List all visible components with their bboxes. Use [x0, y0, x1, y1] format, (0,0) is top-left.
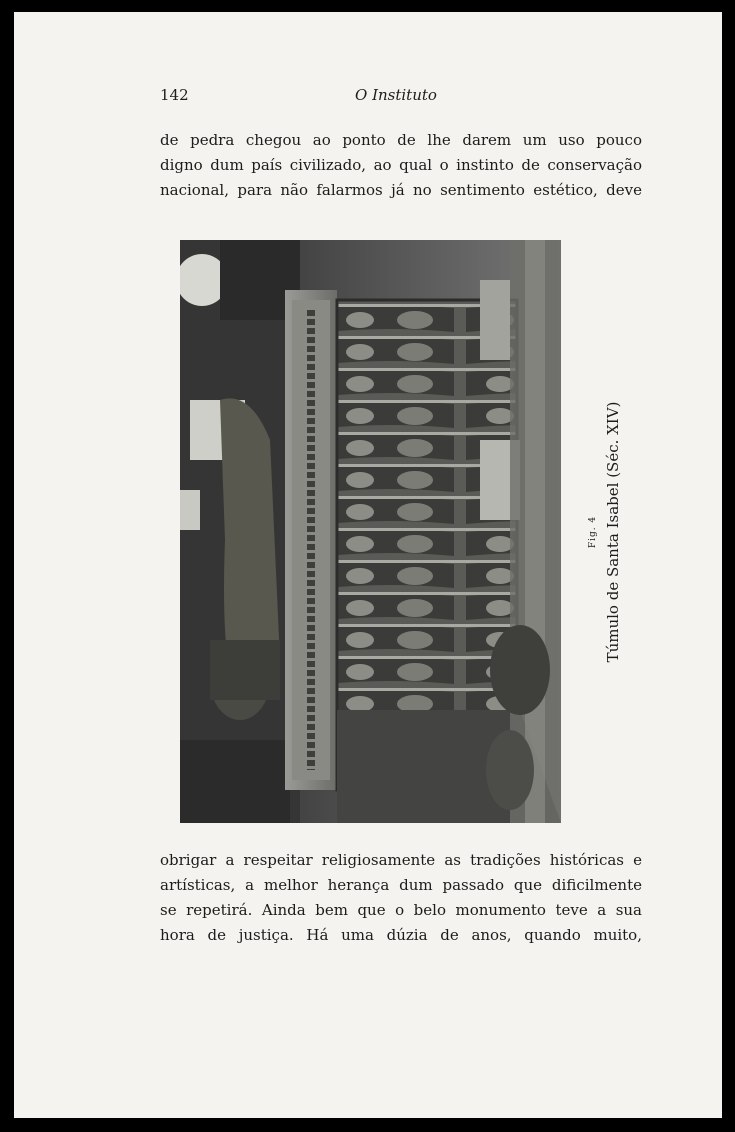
text-line: de pedra chegou ao ponto de lhe darem um uso pouco [160, 131, 642, 149]
text-line: obrigar a respeitar religiosamente as tradições históricas e [160, 851, 642, 869]
text-line: se repetirá. Ainda bem que o belo monumento teve a sua [160, 901, 642, 919]
text-line: nacional, para não falarmos já no sentimento estético, deve [160, 181, 642, 199]
text-line: digno dum país civilizado, ao qual o instinto de conservação [160, 156, 642, 174]
text-line: hora de justiça. Há uma dúzia de anos, quando muito, [160, 926, 642, 944]
figure-caption-text: Túmulo de Santa Isabel (Séc. XIV) [604, 401, 622, 662]
paragraph-top [160, 128, 642, 203]
page-header [160, 86, 642, 108]
figure-caption [575, 240, 635, 823]
figure-label: Fig. 4 [588, 515, 598, 548]
paragraph-bottom [160, 848, 642, 948]
page-number: 142 [160, 86, 189, 104]
running-title: O Instituto [355, 86, 437, 104]
tomb-photograph [180, 240, 561, 823]
text-line: artísticas, a melhor herança dum passado que dificilmente [160, 876, 642, 894]
